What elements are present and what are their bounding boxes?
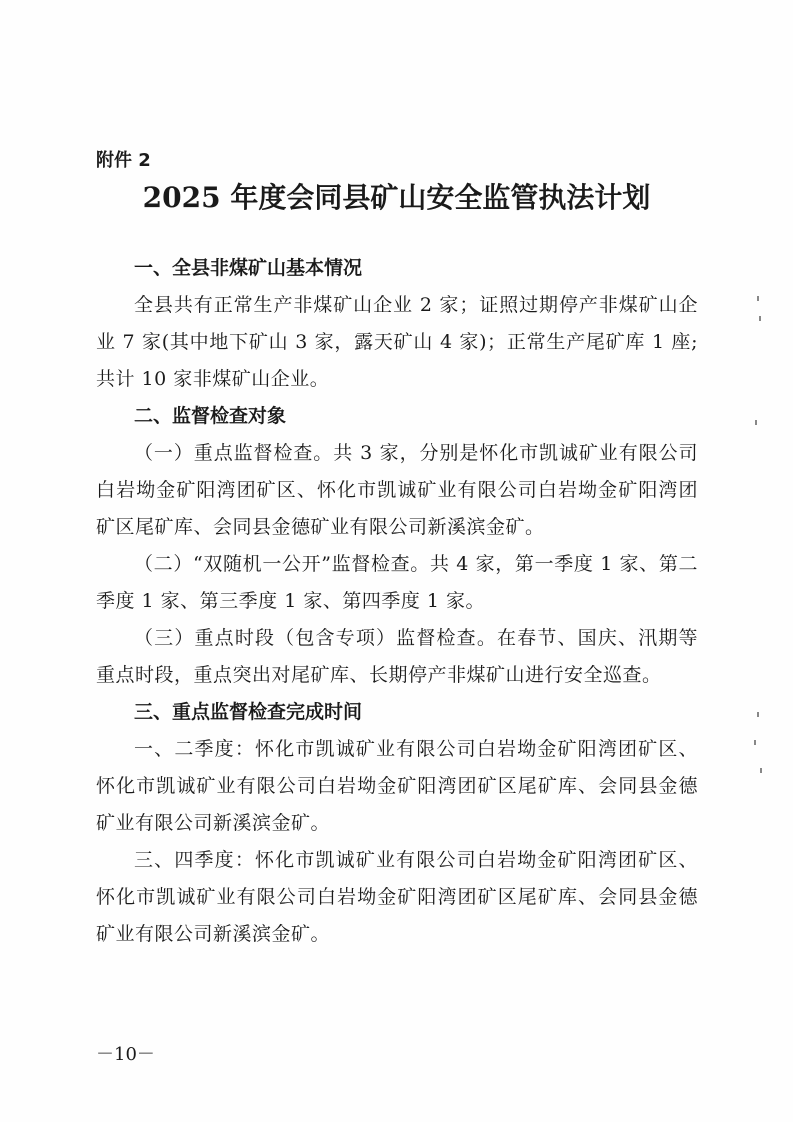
paragraph-key-period-inspection: （三）重点时段（包含专项）监督检查。在春节、国庆、汛期等重点时段，重点突出对尾矿库、长期停产非煤矿山进行安全巡查。 (96, 627, 698, 686)
scan-mark (759, 316, 761, 321)
document-title: 2025 年度会同县矿山安全监管执法计划 (142, 181, 651, 214)
section-heading-inspection-targets: 二、监督检查对象 (134, 405, 287, 427)
paragraph-random-inspection: （二）“双随机一公开”监督检查。共 4 家，第一季度 1 家、第二季度 1 家、第三季度 1 家、第四季度 1 家。 (96, 553, 698, 612)
attachment-label: 附件 2 (96, 150, 151, 171)
paragraph-q1-q2: 一、二季度：怀化市凯诚矿业有限公司白岩坳金矿阳湾团矿区、怀化市凯诚矿业有限公司白岩坳金矿阳湾团矿区尾矿库、会同县金德矿业有限公司新溪滨金矿。 (96, 738, 698, 834)
scan-mark (757, 712, 759, 717)
scan-mark (754, 740, 756, 745)
scan-mark (757, 296, 759, 301)
document-body (96, 250, 698, 953)
scan-mark (760, 768, 762, 773)
scan-mark (755, 420, 757, 425)
section-heading-completion-time: 三、重点监督检查完成时间 (134, 701, 363, 723)
section-heading-basic-info: 一、全县非煤矿山基本情况 (134, 257, 363, 279)
paragraph-q3-q4: 三、四季度：怀化市凯诚矿业有限公司白岩坳金矿阳湾团矿区、怀化市凯诚矿业有限公司白岩坳金矿阳湾团矿区尾矿库、会同县金德矿业有限公司新溪滨金矿。 (96, 849, 698, 945)
page-number: －10－ (96, 1044, 155, 1065)
paragraph-key-inspection: （一）重点监督检查。共 3 家，分别是怀化市凯诚矿业有限公司白岩坳金矿阳湾团矿区、怀化市凯诚矿业有限公司白岩坳金矿阳湾团矿区尾矿库、会同县金德矿业有限公司新溪滨金矿。 (96, 442, 698, 538)
paragraph-basic-info: 全县共有正常生产非煤矿山企业 2 家；证照过期停产非煤矿山企业 7 家(其中地下矿山 3 家，露天矿山 4 家)；正常生产尾矿库 1 座;共计 10 家非煤矿山企业。 (96, 294, 698, 390)
